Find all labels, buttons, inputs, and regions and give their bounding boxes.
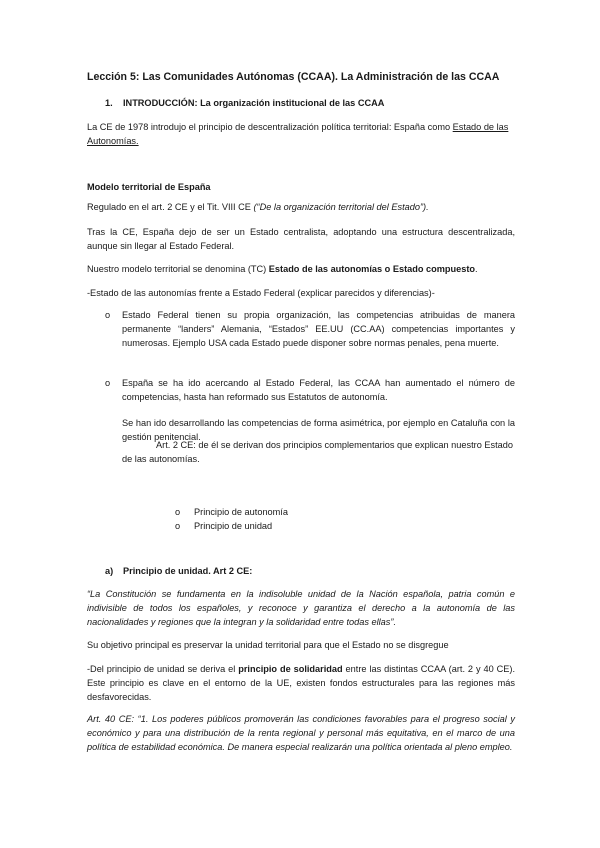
art40-quote: Art. 40 CE: “1. Los poderes públicos promoverán las condiciones favorables para el progreso social y económico y para una distribución de la renta regional y personal más equitativa, en el marco de una política de estabilidad económica. De manera especial realizarán una política orientada al pleno empleo.	[87, 714, 515, 752]
regulado-text: Regulado en el art. 2 CE y el Tit. VIII CE	[87, 202, 254, 212]
section-a-heading	[105, 564, 515, 578]
asimetrica-paragraph: Se han ido desarrollando las competencias de forma asimétrica, por ejemplo en Cataluña con la gestión penitencial.	[122, 418, 515, 442]
page-title: Lección 5: Las Comunidades Autónomas (CCAA). La Administración de las CCAA	[87, 71, 500, 83]
intro-paragraph	[87, 120, 515, 148]
estado-frente-paragraph: -Estado de las autonomías frente a Estado Federal (explicar parecidos y diferencias)-	[87, 288, 435, 298]
section-a-text: Principio de unidad. Art 2 CE:	[123, 566, 253, 576]
section-a-label: a)	[105, 566, 114, 576]
bullet-marker: o	[105, 310, 111, 320]
nuestro-end: .	[475, 264, 478, 274]
nuestro-bold: Estado de las autonomías o Estado compuesto	[268, 264, 476, 274]
intro-link-text: Estado de las Autonomías.	[87, 122, 509, 146]
bullet-item-federal: Estado Federal tienen su propia organización, las competencias atribuidas de manera permanente “landers” Alemania, “Estados” EE.UU (CC.AA) competencias importantes y numerosas. Ejemplo USA cada Estado puede disponer sobre normas penales, pena muerte.	[122, 310, 515, 348]
objetivo-paragraph: Su objetivo principal es preservar la unidad territorial para que el Estado no se disgregue	[87, 640, 449, 650]
nuestro-text: Nuestro modelo territorial se denomina (TC)	[87, 264, 269, 274]
regulado-paragraph	[87, 200, 515, 214]
bullet-item-espana: España se ha ido acercando al Estado Federal, las CCAA han aumentado el número de competencias, hasta han reformado sus Estatutos de autonomía.	[122, 378, 515, 402]
principio-autonomia: Principio de autonomía	[194, 507, 288, 517]
bullet-marker: o	[175, 521, 181, 531]
art2-paragraph: Art. 2 CE: de él se derivan dos principios complementarios que explican nuestro Estado de las autonomías.	[122, 440, 513, 464]
nuestro-paragraph	[87, 262, 515, 276]
bullet-marker: o	[105, 378, 111, 388]
principio-unidad: Principio de unidad	[194, 521, 273, 531]
quote-unidad: “La Constitución se fundamenta en la indisoluble unidad de la Nación española, patria común e indivisible de todos los españoles, y reconoce y garantiza el derecho a la autonomía de las nacionalidades y regiones que la integran y la solidaridad entre todas ellas”.	[87, 589, 515, 627]
tras-paragraph: Tras la CE, España dejo de ser un Estado centralista, adoptando una estructura descentralizada, aunque sin llegar al Estado Federal.	[87, 227, 515, 251]
intro-text: La CE de 1978 introdujo el principio de descentralización política territorial: España como	[87, 122, 453, 132]
regulado-quote: (“De la organización territorial del Estado”).	[253, 202, 429, 212]
bullet-marker: o	[175, 507, 181, 517]
section-1-text: INTRODUCCIÓN: La organización institucional de las CCAA	[123, 98, 385, 108]
solidaridad-pre: -Del principio de unidad se deriva el	[87, 664, 239, 674]
modelo-heading: Modelo territorial de España	[87, 182, 211, 192]
solidaridad-paragraph	[87, 662, 515, 704]
section-1-heading	[105, 96, 515, 110]
solidaridad-post: entre las distintas CCAA (art. 2 y 40 CE). Este principio es clave en el entorno de la UE, existen fondos estructurales para las regiones más desfavorecidas.	[87, 664, 515, 702]
solidaridad-bold: principio de solidaridad	[238, 664, 343, 674]
section-1-number: 1.	[105, 98, 113, 108]
